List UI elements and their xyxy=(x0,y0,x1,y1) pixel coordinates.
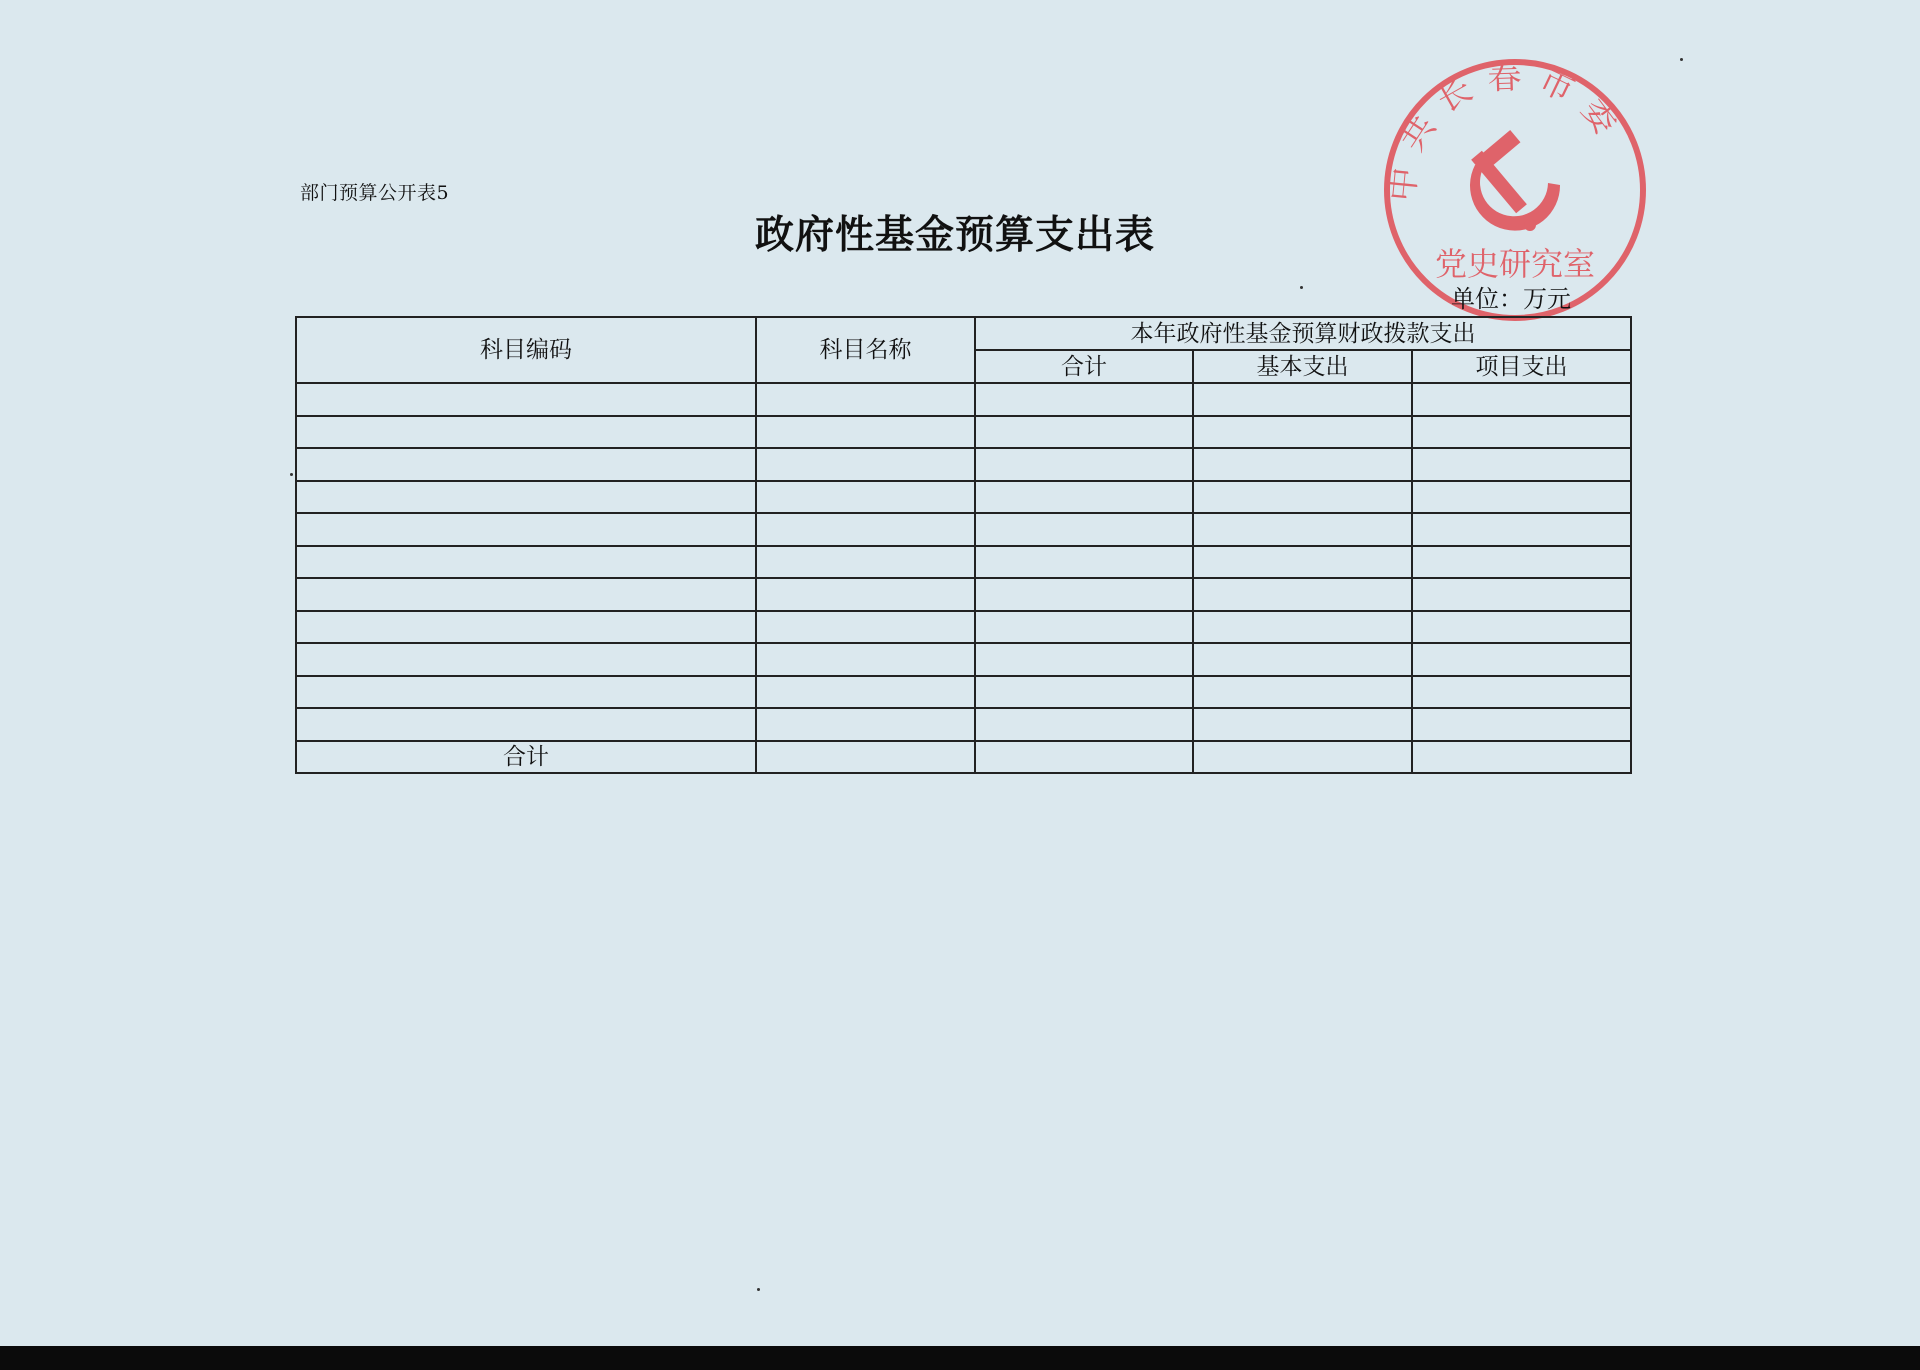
table-cell xyxy=(1412,416,1631,449)
header-project-expenditure: 项目支出 xyxy=(1412,350,1631,383)
table-cell xyxy=(296,643,756,676)
seal-center-text: 党史研究室 xyxy=(1434,245,1596,283)
scan-speck xyxy=(1680,58,1683,61)
table-cell xyxy=(1193,513,1412,546)
table-cell xyxy=(1193,676,1412,709)
table-cell xyxy=(1412,448,1631,481)
table-cell xyxy=(1412,643,1631,676)
table-row xyxy=(296,383,1631,416)
header-subject-code: 科目编码 xyxy=(296,317,756,383)
page-title: 政府性基金预算支出表 xyxy=(755,212,1156,258)
seal-ring-text: 中共长春市委 xyxy=(1382,56,1635,204)
table-cell xyxy=(975,708,1193,741)
total-row-label: 合计 xyxy=(296,741,756,774)
table-cell xyxy=(1412,383,1631,416)
table-cell xyxy=(1412,611,1631,644)
table-cell xyxy=(756,546,975,579)
table-cell xyxy=(975,643,1193,676)
table-cell xyxy=(296,416,756,449)
table-total-row xyxy=(296,741,1631,774)
table-cell xyxy=(975,546,1193,579)
table-cell xyxy=(1193,448,1412,481)
table-cell xyxy=(1412,676,1631,709)
table-cell xyxy=(756,611,975,644)
table-cell xyxy=(1193,643,1412,676)
table-cell xyxy=(756,643,975,676)
table-row xyxy=(296,708,1631,741)
scan-speck xyxy=(290,473,293,476)
table-cell xyxy=(1193,708,1412,741)
table-cell xyxy=(296,578,756,611)
table-row xyxy=(296,578,1631,611)
form-number-label: 部门预算公开表5 xyxy=(300,182,450,204)
scan-bottom-edge xyxy=(0,1346,1920,1370)
table-body xyxy=(296,383,1631,773)
table-cell xyxy=(1193,383,1412,416)
header-basic-expenditure: 基本支出 xyxy=(1193,350,1412,383)
table-cell xyxy=(1412,578,1631,611)
table-cell xyxy=(975,578,1193,611)
budget-expenditure-table xyxy=(295,316,1632,774)
table-row xyxy=(296,513,1631,546)
table-row xyxy=(296,611,1631,644)
table-cell xyxy=(975,513,1193,546)
table-cell xyxy=(756,741,975,774)
scan-speck xyxy=(757,1288,760,1291)
scan-speck xyxy=(1300,286,1303,289)
table-row xyxy=(296,481,1631,514)
header-current-year-fund-expenditure: 本年政府性基金预算财政拨款支出 xyxy=(975,317,1631,350)
table-cell xyxy=(756,513,975,546)
table-cell xyxy=(1193,416,1412,449)
table-cell xyxy=(296,708,756,741)
table-row xyxy=(296,448,1631,481)
unit-label: 单位：万元 xyxy=(1451,285,1571,313)
table-cell xyxy=(975,676,1193,709)
table-cell xyxy=(1193,481,1412,514)
table-cell xyxy=(975,383,1193,416)
table-cell xyxy=(756,578,975,611)
header-subject-name: 科目名称 xyxy=(756,317,975,383)
table-row xyxy=(296,643,1631,676)
table-cell xyxy=(1412,741,1631,774)
table-cell xyxy=(756,448,975,481)
table-cell xyxy=(296,513,756,546)
table-cell xyxy=(296,383,756,416)
table-cell xyxy=(1193,546,1412,579)
table-cell xyxy=(1412,708,1631,741)
table-cell xyxy=(975,611,1193,644)
table-cell xyxy=(756,383,975,416)
table-cell xyxy=(975,416,1193,449)
table-row xyxy=(296,546,1631,579)
table-row xyxy=(296,416,1631,449)
table-cell xyxy=(1412,481,1631,514)
table-cell xyxy=(1193,578,1412,611)
table-cell xyxy=(1412,513,1631,546)
table-cell xyxy=(756,708,975,741)
header-total: 合计 xyxy=(975,350,1193,383)
svg-text:中共长春市委 xyxy=(1382,57,1634,204)
table-cell xyxy=(296,481,756,514)
table-cell xyxy=(296,448,756,481)
table-row xyxy=(296,676,1631,709)
table-cell xyxy=(975,741,1193,774)
table-cell xyxy=(756,416,975,449)
table-cell xyxy=(1193,611,1412,644)
table-cell xyxy=(756,481,975,514)
table-cell xyxy=(975,481,1193,514)
table-cell xyxy=(296,611,756,644)
table-cell xyxy=(1193,741,1412,774)
table-cell xyxy=(1412,546,1631,579)
table-cell xyxy=(975,448,1193,481)
table-cell xyxy=(296,546,756,579)
hammer-sickle-icon xyxy=(1470,130,1560,231)
table-cell xyxy=(296,676,756,709)
table-cell xyxy=(756,676,975,709)
